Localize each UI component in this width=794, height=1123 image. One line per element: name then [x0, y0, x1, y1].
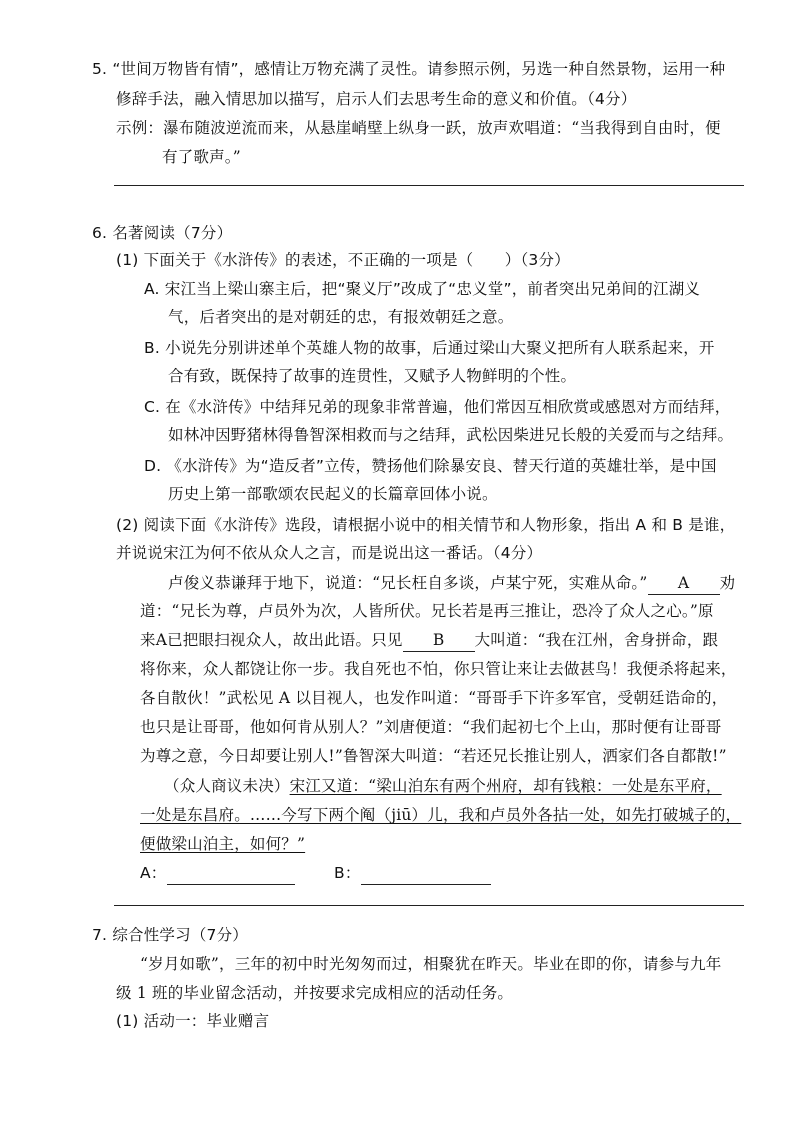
q6-option-d-line-2: 历史上第一部歌颂农民起义的长篇章回体小说。 — [168, 485, 498, 503]
q6-option-a-line-2: 气，后者突出的是对朝廷的忠，有报效朝廷之意。 — [168, 308, 514, 326]
passage-line-7: 为尊之意，今日却要让别人!”鲁智深大叫道：“若还兄长推让别人，洒家们各自都散!” — [140, 747, 727, 765]
passage-line-1 — [168, 572, 735, 595]
q6-option-a-line-1: A. 宋江当上梁山寨主后，把“聚义厅”改成了“忠义堂”，前者突出兄弟间的江湖义 — [144, 280, 701, 298]
q5-line-1: 5. “世间万物皆有情”，感情让万物充满了灵性。请参照示例，另选一种自然景物，运用一种 — [92, 60, 726, 78]
passage-blank-a: A — [648, 572, 720, 595]
q7-intro-line-1: “岁月如歌”，三年的初中时光匆匆而过，相聚犹在昨天。毕业在即的你，请参与九年 — [140, 955, 722, 973]
q6-part2-prompt-line-1: (2) 阅读下面《水浒传》选段，请根据小说中的相关情节和人物形象，指出 A 和 B 是谁， — [116, 516, 736, 534]
q6-heading: 6. 名著阅读（7分） — [92, 224, 233, 242]
answer-a-row — [140, 862, 295, 885]
q6-option-b-line-2: 合有致，既保持了故事的连贯性，又赋予人物鲜明的个性。 — [168, 367, 577, 385]
q7-activity-1: (1) 活动一：毕业赠言 — [116, 1012, 270, 1030]
q6-option-c-line-2: 如林冲因野猪林得鲁智深相救而与之结拜，武松因柴进兄长般的关爱而与之结拜。 — [168, 426, 734, 444]
q5-line-2: 修辞手法，融入情思加以描写，启示人们去思考生命的意义和价值。（4分） — [116, 90, 637, 108]
q6-option-c-line-1: C. 在《水浒传》中结拜兄弟的现象非常普遍，他们常因互相欣赏或感恩对方而结拜， — [144, 398, 731, 416]
passage-line-2: 道：“兄长为尊，卢员外为次，人皆所伏。兄长若是再三推让，恐冷了众人之心。”原 — [140, 602, 714, 620]
passage-line-4: 将你来，众人都饶让你一步。我自死也不怕，你只管让来让去做甚鸟！我便杀将起来， — [140, 660, 737, 678]
passage-line-3 — [140, 629, 718, 652]
passage-line-5: 各自散伙！”武松见 A 以目视人，也发作叫道：“哥哥手下许多军官，受朝廷诰命的， — [140, 689, 728, 707]
answer-a-blank[interactable] — [167, 862, 295, 885]
passage-underlined-1: 宋江又道：“梁山泊东有两个州府，却有钱粮：一处是东平府， — [289, 777, 722, 795]
passage-blank-b: B — [403, 629, 475, 652]
answer-a-label: A： — [140, 864, 167, 882]
passage-line-1-end: 劝 — [719, 574, 736, 592]
q6-part1-prompt: (1) 下面关于《水浒传》的表述，不正确的一项是（ ）（3分） — [116, 251, 570, 269]
passage-line-3-text: 来A已把眼扫视众人，故出此语。只见 — [140, 631, 403, 649]
q6-part2-prompt-line-2: 并说说宋江为何不依从众人之言，而是说出这一番话。（4分） — [116, 544, 543, 562]
q6-option-b-line-1: B. 小说先分别讲述单个英雄人物的故事，后通过梁山大聚义把所有人联系起来，开 — [144, 339, 715, 357]
q5-example-line-1: 示例：瀑布随波逆流而来，从悬崖峭壁上纵身一跃，放声欢唱道：“当我得到自由时，便 — [116, 119, 721, 137]
q5-example-line-2: 有了歌声。” — [162, 148, 241, 166]
q7-heading: 7. 综合性学习（7分） — [92, 926, 248, 944]
answer-b-label: B： — [334, 864, 361, 882]
passage-line-8-lead: （众人商议未决） — [164, 777, 290, 795]
passage-line-1-text: 卢俊义恭谦拜于地下，说道：“兄长枉自多谈，卢某宁死，实难从命。” — [168, 574, 648, 592]
passage-line-6: 也只是让哥哥，他如何肯从别人？”刘唐便道：“我们起初七个上山，那时便有让哥哥 — [140, 718, 722, 736]
passage-line-8 — [164, 775, 722, 797]
q7-intro-line-2: 级 1 班的毕业留念活动，并按要求完成相应的活动任务。 — [116, 984, 514, 1002]
answer-b-blank[interactable] — [361, 862, 491, 885]
answer-b-row — [334, 862, 491, 885]
q5-answer-line[interactable] — [114, 185, 744, 186]
passage-underlined-2: 一处是东昌府。……今写下两个阄（jiū）儿，我和卢员外各拈一处，如先打破城子的， — [140, 806, 742, 824]
q6-answer-line[interactable] — [114, 905, 744, 906]
passage-line-3-end: 大叫道：“我在江州，舍身拼命，跟 — [474, 631, 719, 649]
passage-underlined-3: 便做梁山泊主，如何？” — [140, 835, 306, 853]
q6-option-d-line-1: D. 《水浒传》为“造反者”立传，赞扬他们除暴安良、替天行道的英雄壮举，是中国 — [144, 457, 717, 475]
